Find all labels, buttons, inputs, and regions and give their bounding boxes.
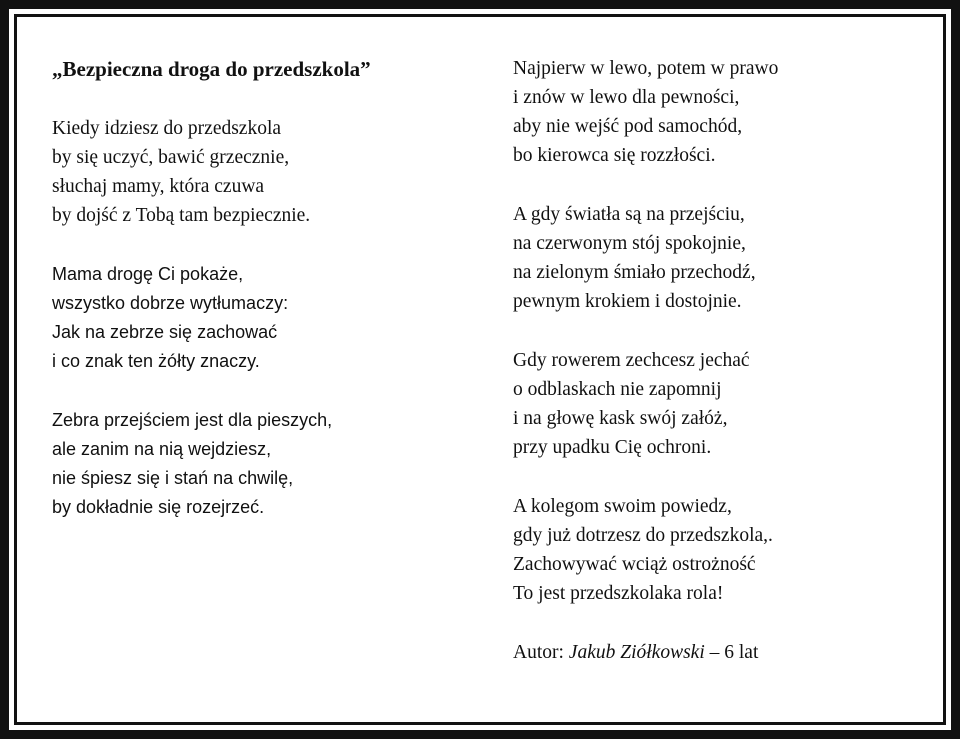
poem-line: A gdy światła są na przejściu, <box>513 204 745 225</box>
poem-line: pewnym krokiem i dostojnie. <box>513 291 742 312</box>
poem-line: by się uczyć, bawić grzecznie, <box>52 147 290 168</box>
poem-line: nie śpiesz się i stań na chwilę, <box>52 468 294 488</box>
poem-line: A kolegom swoim powiedz, <box>513 496 732 517</box>
stanza-5 <box>513 200 933 316</box>
author-name: Jakub Ziółkowski <box>568 642 705 663</box>
poem-line: na czerwonym stój spokojnie, <box>513 233 746 254</box>
poem-right-column <box>513 54 933 667</box>
poem-left-column <box>52 54 482 552</box>
poem-line: Najpierw w lewo, potem w prawo <box>513 58 779 79</box>
author-label: Autor: <box>513 642 564 663</box>
poem-line: na zielonym śmiało przechodź, <box>513 262 756 283</box>
poem-line: i znów w lewo dla pewności, <box>513 87 740 108</box>
poem-line: Gdy rowerem zechcesz jechać <box>513 350 750 371</box>
stanza-4 <box>513 54 933 170</box>
stanza-3 <box>52 406 482 522</box>
poem-line: o odblaskach nie zapomnij <box>513 379 722 400</box>
poem-line: bo kierowca się rozzłości. <box>513 145 716 166</box>
poem-line: słuchaj mamy, która czuwa <box>52 176 265 197</box>
author-credit <box>513 638 933 667</box>
poem-line: aby nie wejść pod samochód, <box>513 116 743 137</box>
author-separator: – <box>709 642 720 663</box>
stanza-1 <box>52 114 482 230</box>
poem-line: Kiedy idziesz do przedszkola <box>52 118 282 139</box>
poem-line: Jak na zebrze się zachować <box>52 322 278 342</box>
poem-line: i na głowę kask swój załóż, <box>513 408 728 429</box>
poem-line: ale zanim na nią wejdziesz, <box>52 439 272 459</box>
poem-line: gdy już dotrzesz do przedszkola,. <box>513 525 773 546</box>
poem-title: „Bezpieczna droga do przedszkola” <box>52 57 371 81</box>
author-age: 6 lat <box>724 642 759 663</box>
stanza-6 <box>513 346 933 462</box>
poem-line: wszystko dobrze wytłumaczy: <box>52 293 289 313</box>
poem-line: To jest przedszkolaka rola! <box>513 583 724 604</box>
poem-line: Mama drogę Ci pokaże, <box>52 264 244 284</box>
stanza-7 <box>513 492 933 608</box>
poem-line: przy upadku Cię ochroni. <box>513 437 712 458</box>
poem-line: Zebra przejściem jest dla pieszych, <box>52 410 333 430</box>
poem-line: Zachowywać wciąż ostrożność <box>513 554 756 575</box>
stanza-2 <box>52 260 482 376</box>
poem-line: i co znak ten żółty znaczy. <box>52 351 260 371</box>
poem-line: by dojść z Tobą tam bezpiecznie. <box>52 205 311 226</box>
poem-line: by dokładnie się rozejrzeć. <box>52 497 265 517</box>
